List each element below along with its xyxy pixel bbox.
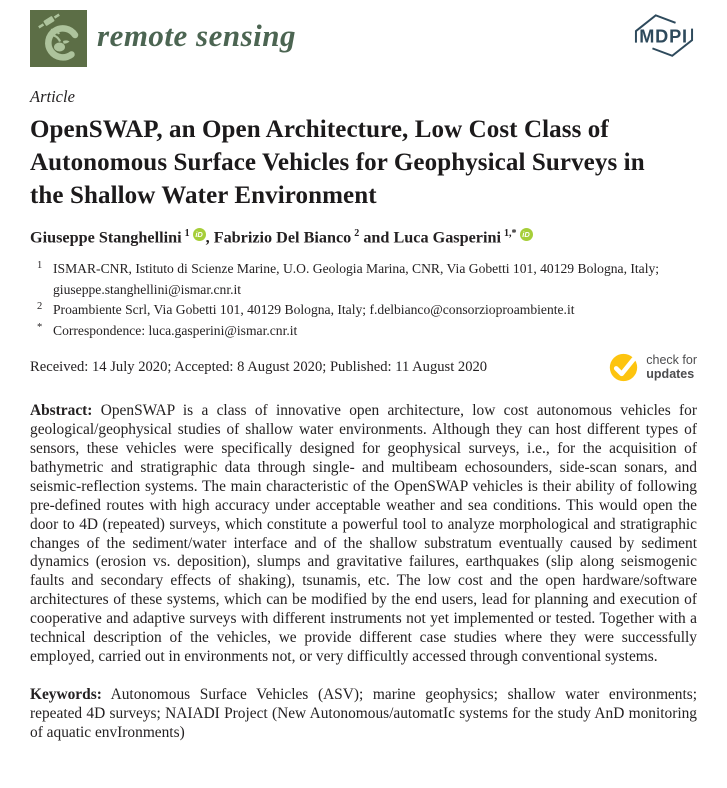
affiliation-address: ISMAR-CNR, Istituto di Scienze Marine, U.O. Geologia Marina, CNR, Via Gobetti 101, 40129 Bologna, Italy; [53,261,660,277]
journal-name: remote sensing [97,17,297,53]
author-affiliation-sup: 1 [184,228,190,239]
author-affiliation-sup: 1,* [503,228,517,239]
satellite-earth-icon [30,10,87,67]
abstract-label: Abstract: [30,401,93,419]
author-separator: and [359,228,394,247]
keywords [30,686,697,743]
mdpi-hexagon-icon [631,12,697,60]
affiliation-row [30,259,697,300]
author-name: Luca Gasperini [393,228,501,247]
received-line: Received: 14 July 2020; Accepted: 8 August 2020; Published: 11 August 2020 [30,358,488,375]
check-icon [608,352,639,383]
email-link[interactable]: giuseppe.stanghellini@ismar.cnr.it [53,281,242,297]
abstract-text: OpenSWAP is a class of innovative open architecture, low cost autonomous vehicles for geological/geophysical studies of shallow water environments. Although they can host different types of sensors, these vehicles were specifically designed for geophysical surveys, i.e., for the acquisition of bathymetric and stratigraphic data through single- and multibeam echosounders, side-scan sonars, and seismic-reflection systems. The main characteristic of the OpenSWAP vehicles is their ability of following pre-defined routes with high accuracy under acceptable weather and sea conditions. This would open the door to 4D (repeated) surveys, which constitute a powerful tool to analyze morphological and stratigraphic changes of the sediment/water interface and of the shallow substratum eventually caused by sediment dynamics (erosion vs. deposition), slumps and gravitative failures, earthquakes (slip along seismogenic faults and secondary effects of shaking), tsunamis, etc. The low cost and the open hardware/software architectures of these systems, which can be modified by the end users, lead for planning and execution of cooperative and adaptive surveys with different instruments not yet implemented or tested. Together with a technical description of the vehicles, we provide different case studies where they were successfully employed, carried out in environments not, or very difficultly accessed through conventional systems. [30,401,697,666]
correspondence-label: Correspondence: [53,322,146,338]
affiliation-marker: 1 [37,260,43,272]
affiliation-text [53,259,697,300]
author-name: Giuseppe Stanghellini [30,228,182,247]
affiliation-text [53,300,697,320]
email-link[interactable]: luca.gasperini@ismar.cnr.it [148,322,298,338]
affiliation-row [30,321,697,341]
affiliation-text [53,321,697,341]
keywords-label: Keywords: [30,686,102,704]
affiliation-row [30,300,697,320]
affiliation-marker: 2 [37,301,43,313]
page-title: OpenSWAP, an Open Architecture, Low Cost Class of Autonomous Surface Vehicles for Geophysical Surveys in the Shallow Water Environment [30,116,645,209]
author-name: Fabrizio Del Bianco [213,228,352,247]
received-row [30,352,697,383]
badge-line1: check for [646,353,697,368]
badge-line2: updates [646,367,695,382]
journal-header [30,10,697,67]
author-affiliation-sup: 2 [354,228,360,239]
keywords-text: Autonomous Surface Vehicles (ASV); marine geophysics; shallow water environments; repeated 4D surveys; NAIADI Project (New Autonomous/automatIc systems for the study AnD monitoring of aquatic envIronments) [30,686,697,741]
email-link[interactable]: f.delbianco@consorzioproambiente.it [369,302,575,318]
abstract [30,402,697,667]
affiliation-marker: * [37,321,43,333]
mdpi-logo[interactable] [631,12,697,65]
orcid-icon[interactable]: iD [193,228,206,241]
affiliation-address: Proambiente Scrl, Via Gobetti 101, 40129 Bologna, Italy; [53,302,367,318]
journal-logo[interactable] [30,10,296,67]
check-for-updates-badge[interactable] [608,352,697,383]
orcid-icon[interactable]: iD [520,228,533,241]
check-for-updates-label [646,353,697,381]
author-separator: , [205,228,214,247]
authors-line [30,228,697,247]
mdpi-wordmark: MDPI [639,26,688,47]
affiliations-list [30,259,697,341]
article-type-label: Article [30,87,75,106]
